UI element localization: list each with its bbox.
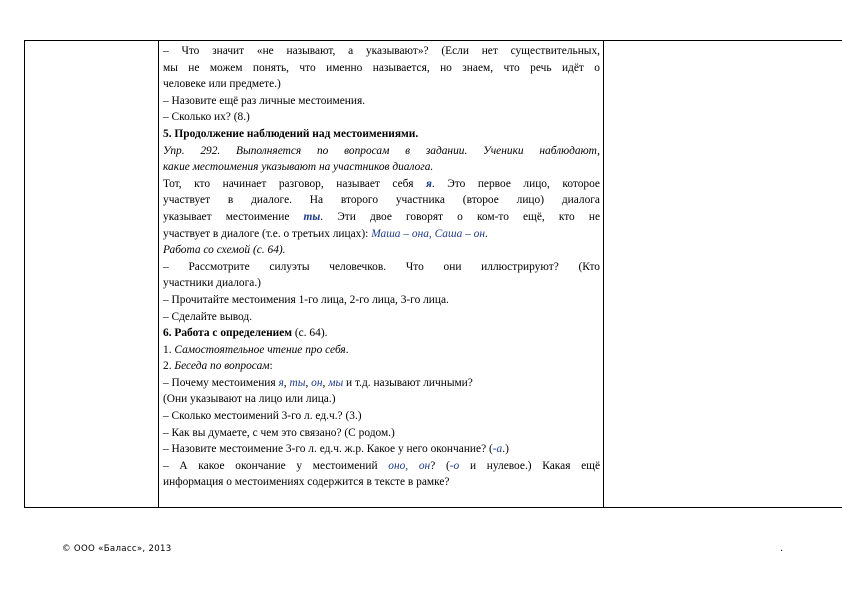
text-line: – Сколько их? (8.)	[163, 111, 250, 124]
text-line: 1. Самостоятельное чтение про себя.	[163, 343, 349, 356]
text-line: – Как вы думаете, с чем это связано? (С родом.)	[163, 426, 395, 439]
text-line: информация о местоимениях содержится в тексте в рамке?	[163, 476, 450, 489]
text-line: – Назовите ещё раз личные местоимения.	[163, 94, 366, 107]
copyright-footer: © ООО «Баласс», 2013	[62, 544, 172, 554]
text-line: – Прочитайте местоимения 1-го лица, 2-го лица, 3-го лица.	[163, 293, 449, 306]
text-line: указывает местоимение ты. Эти двое говорят о ком-то ещё, кто не	[163, 210, 600, 223]
lesson-content-cell	[163, 43, 600, 491]
ending-highlight: -а	[492, 443, 503, 456]
pronoun-highlight: ты	[303, 210, 321, 223]
pronoun-highlight: я	[278, 376, 284, 389]
text-line: 2. Беседа по вопросам:	[163, 360, 273, 373]
pronoun-highlight: мы	[328, 376, 344, 389]
pronoun-highlight: оно, он	[388, 459, 431, 472]
column-divider-right	[603, 41, 604, 507]
pronoun-highlight: я	[425, 177, 432, 190]
text-line: Тот, кто начинает разговор, называет себя я. Это первое лицо, которое	[163, 177, 600, 190]
text-line: человеке или предмете.)	[163, 78, 281, 91]
pronoun-highlight: он	[311, 376, 323, 389]
lesson-table	[24, 40, 842, 508]
exercise-line: какие местоимения указывают на участников диалога.	[163, 161, 434, 174]
text-line: участвует в диалоге (т.е. о третьих лицах): Маша – она, Саша – он.	[163, 227, 488, 240]
section-heading: 6. Работа с определением (с. 64).	[163, 327, 328, 340]
text-line: – А какое окончание у местоимений оно, он? (-о и нулевое.) Какая ещё	[163, 459, 601, 472]
text-line: – Сколько местоимений 3-го л. ед.ч.? (3.)	[163, 410, 362, 423]
pronoun-example: Маша – она, Саша – он	[371, 227, 486, 240]
ending-highlight: -о	[449, 459, 460, 472]
subsection-line: Работа со схемой (с. 64).	[163, 244, 286, 257]
text-line: участники диалога.)	[163, 277, 261, 290]
text-line: мы не можем понять, что именно называется, но знаем, что речь идёт о	[163, 61, 600, 74]
text-line: – Назовите местоимение 3-го л. ед.ч. ж.р. Какое у него окончание? (-а.)	[163, 443, 509, 456]
column-divider-left	[158, 41, 159, 507]
text-line: – Что значит «не называют, а указывают»? (Если нет существительных,	[163, 45, 600, 57]
exercise-line: Упр. 292. Выполняется по вопросам в задании. Ученики наблюдают,	[163, 144, 600, 157]
text-line: – Рассмотрите силуэты человечков. Что они иллюстрируют? (Кто	[163, 260, 600, 273]
pronoun-highlight: ты	[289, 376, 306, 389]
text-line: – Сделайте вывод.	[163, 310, 253, 323]
text-line: участвует в диалоге. На второго участника (второе лицо) диалога	[163, 194, 600, 207]
text-line: (Они указывают на лицо или лица.)	[163, 393, 336, 406]
section-heading: 5. Продолжение наблюдений над местоимениями.	[163, 127, 419, 140]
footer-dot: .	[780, 543, 784, 554]
text-line: – Почему местоимения я, ты, он, мы и т.д. называют личными?	[163, 376, 473, 389]
